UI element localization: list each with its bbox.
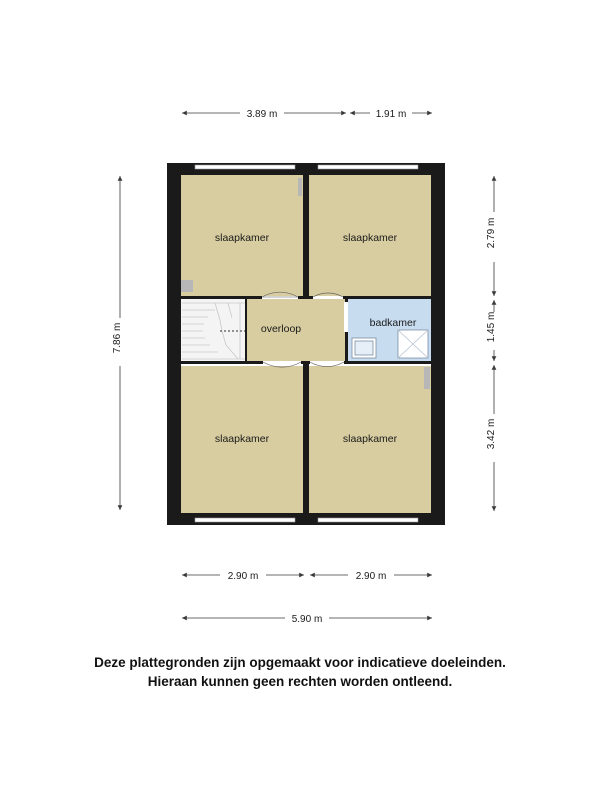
dim-right — [486, 176, 497, 511]
label-room-top-right: slaapkamer — [342, 232, 398, 244]
dim-total-height: 7.86 m — [112, 322, 123, 354]
disclaimer-line-1: Deze plattegronden zijn opgemaakt voor indicatieve doeleinden. — [94, 655, 506, 670]
label-room-top-left: slaapkamer — [214, 232, 270, 244]
label-room-bottom-right: slaapkamer — [342, 433, 398, 445]
dim-bottom — [182, 571, 432, 625]
radiator-top-left — [298, 178, 302, 196]
dim-bottom-left-width: 2.90 m — [227, 571, 259, 582]
radiator-bottom-right — [424, 367, 430, 389]
disclaimer-line-2: Hieraan kunnen geen rechten worden ontleend. — [147, 674, 453, 689]
dim-left — [112, 176, 123, 510]
label-landing: overloop — [260, 323, 302, 335]
label-bathroom: badkamer — [369, 317, 417, 329]
dim-total-width: 5.90 m — [291, 614, 323, 625]
dim-bottom-right-width: 2.90 m — [355, 571, 387, 582]
dim-right-middle: 1.45 m — [486, 311, 497, 343]
dim-top — [182, 109, 432, 120]
label-room-bottom-left: slaapkamer — [214, 433, 270, 445]
dim-top-left-width: 3.89 m — [246, 109, 278, 120]
dim-right-bottom: 3.42 m — [486, 418, 497, 450]
dim-top-right-width: 1.91 m — [375, 109, 407, 120]
dim-right-top: 2.79 m — [486, 217, 497, 249]
